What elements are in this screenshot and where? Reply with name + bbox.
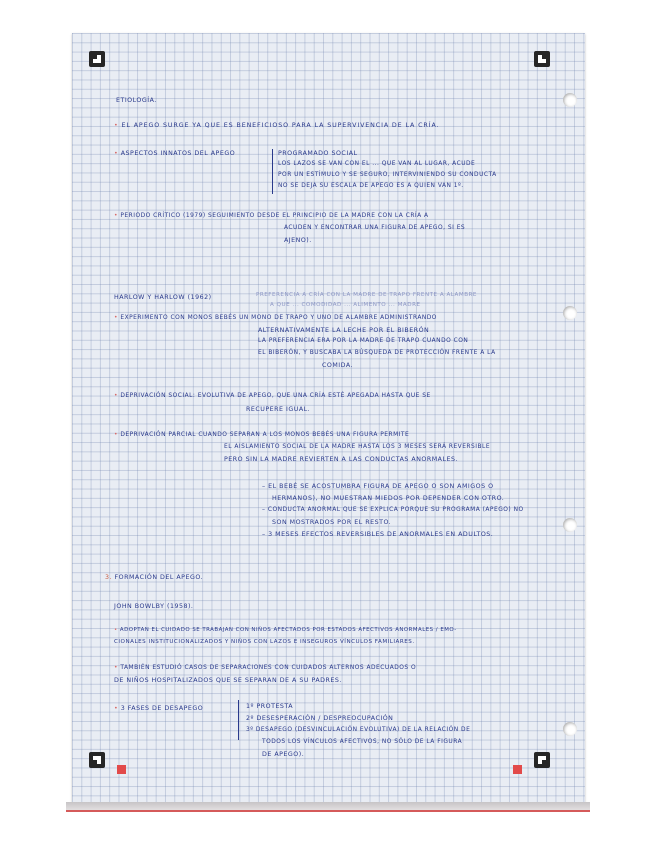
section-heading: 3. FORMACIÓN DEL APEGO. [105, 574, 204, 581]
note-line: EL AISLAMIENTO SOCIAL DE LA MADRE HASTA LOS 3 MESES SERÁ REVERSIBLE [224, 444, 491, 450]
note-line: TODOS LOS VÍNCULOS AFECTIVOS, NO SÓLO DE LA FIGURA [262, 739, 463, 745]
brace [238, 700, 239, 740]
corner-marker-top-left [89, 51, 105, 67]
phase-item: 1º PROTESTA [246, 703, 294, 710]
note-line: • 3 FASES DE DESAPEGO [114, 705, 204, 712]
binder-hole [563, 93, 577, 107]
dash-item: – EL BEBÉ SE ACOSTUMBRA FIGURA DE APEGO O SON AMIGOS O [262, 483, 494, 490]
note-line: DE NIÑOS HOSPITALIZADOS QUE SE SEPARAN DE A SU PADRES. [114, 677, 342, 684]
dash-item: – 3 MESES EFECTOS REVERSIBLES DE ANORMALES EN ADULTOS. [262, 531, 494, 538]
note-line: • DEPRIVACIÓN SOCIAL: EVOLUTIVA DE APEGO, QUE UNA CRÍA ESTÉ APEGADA HASTA QUE SE [114, 393, 431, 399]
note-line: • ASPECTOS INNATOS DEL APEGO [114, 150, 236, 157]
note-line: • EL APEGO SURGE YA QUE ES BENEFICIOSO PARA LA SUPERVIVENCIA DE LA CRÍA. [114, 122, 440, 129]
dash-icon: – [262, 483, 269, 490]
note-line: • ADOPTAN EL CUIDADO SE TRABAJAN CON NIÑOS AFECTADOS POR ESTADOS AFECTIVOS ANORMALES / EMO- [114, 627, 457, 633]
bullet-icon: • [114, 315, 121, 321]
note-line: HERMANOS), NO MUESTRAN MIEDOS POR DEPENDER CON OTRO. [272, 495, 505, 502]
note-line: • EXPERIMENTO CON MONOS BEBÉS UN MONO DE TRAPO Y UNO DE ALAMBRE ADMINISTRANDO [114, 315, 437, 321]
bullet-icon: • [114, 150, 121, 157]
bullet-icon: • [114, 432, 121, 438]
note-line: POR UN ESTÍMULO Y SE SEGURO, INTERVINIENDO SU CONDUCTA [278, 172, 497, 178]
binder-hole [563, 306, 577, 320]
phase-item: 2º DESESPERACIÓN / DESPREOCUPACIÓN [246, 715, 394, 722]
subheading-harlow: HARLOW Y HARLOW (1962) [114, 294, 212, 301]
heading-etiologia: ETIOLOGÍA. [116, 97, 157, 104]
bullet-icon: • [114, 705, 121, 712]
note-line-faint: A QUE ... COMODIDAD ... ALIMENTO ... MADRE [270, 302, 421, 308]
note-line: ALTERNATIVAMENTE LA LECHE POR EL BIBERÓN [258, 327, 430, 334]
note-line-faint: PREFERENCIA A CRÍA CON LA MADRE DE TRAPO FRENTE A ALAMBRE [256, 292, 477, 298]
dash-icon: – [262, 531, 269, 538]
note-line: RECUPERE IGUAL. [246, 406, 311, 413]
note-line: AJENO). [284, 237, 312, 244]
page-stack-edge [66, 802, 590, 812]
note-line: • DEPRIVACIÓN PARCIAL CUANDO SEPARAN A LOS MONOS BEBÉS UNA FIGURA PERMITE [114, 432, 410, 438]
bullet-icon: • [114, 213, 121, 219]
note-line: ACUDEN Y ENCONTRAR UNA FIGURA DE APEGO, SI ES [284, 225, 466, 231]
note-line: COMIDA. [322, 362, 354, 369]
bullet-icon: • [114, 665, 121, 671]
subheading-bowlby: JOHN BOWLBY (1958). [114, 603, 194, 610]
corner-marker-bottom-left [89, 752, 105, 768]
note-line: LOS LAZOS SE VAN CON EL ... QUE VAN AL LUGAR, ACUDE [278, 161, 476, 167]
binder-hole [563, 518, 577, 532]
note-line: PERO SIN LA MADRE REVIERTEN A LAS CONDUCTAS ANORMALES. [224, 456, 458, 463]
corner-marker-top-right [534, 51, 550, 67]
binder-hole [563, 722, 577, 736]
phase-item: 3º DESAPEGO (DESVINCULACIÓN EVOLUTIVA) DE LA RELACIÓN DE [246, 727, 471, 733]
note-line: EL BIBERÓN, Y BUSCABA LA BÚSQUEDA DE PROTECCIÓN FRENTE A LA [258, 350, 496, 356]
note-line: • TAMBIÉN ESTUDIÓ CASOS DE SEPARACIONES CON CUIDADOS ALTERNOS ADECUADOS O [114, 665, 417, 671]
dash-item: – CONDUCTA ANORMAL QUE SE EXPLICA PORQUE SU PROGRAMA (APEGO) NO [262, 507, 524, 513]
bullet-icon: • [114, 122, 122, 129]
note-line: CIONALES INSTITUCIONALIZADOS Y NIÑOS CON LAZOS E INSEGUROS VÍNCULOS FAMILIARES. [114, 639, 415, 645]
bullet-icon: • [114, 393, 121, 399]
bullet-icon: • [114, 627, 120, 633]
note-line: NO SE DEJA SU ESCALA DE APEGO ES A QUIEN VAN 1º. [278, 183, 464, 189]
note-line: PROGRAMADO SOCIAL [278, 150, 358, 157]
dash-icon: – [262, 507, 268, 513]
brace [272, 149, 273, 194]
corner-marker-bottom-right [534, 752, 550, 768]
red-marker-left [117, 765, 126, 774]
note-line: LA PREFERENCIA ERA POR LA MADRE DE TRAPO CUANDO CON [258, 338, 469, 344]
note-line: SON MOSTRADOS POR EL RESTO. [272, 519, 392, 526]
note-line: • PERIODO CRÍTICO (1979) SEGUIMIENTO DESDE EL PRINCIPIO DE LA MADRE CON LA CRÍA A [114, 213, 429, 219]
note-line: DE APEGO). [262, 751, 305, 758]
red-marker-right [513, 765, 522, 774]
